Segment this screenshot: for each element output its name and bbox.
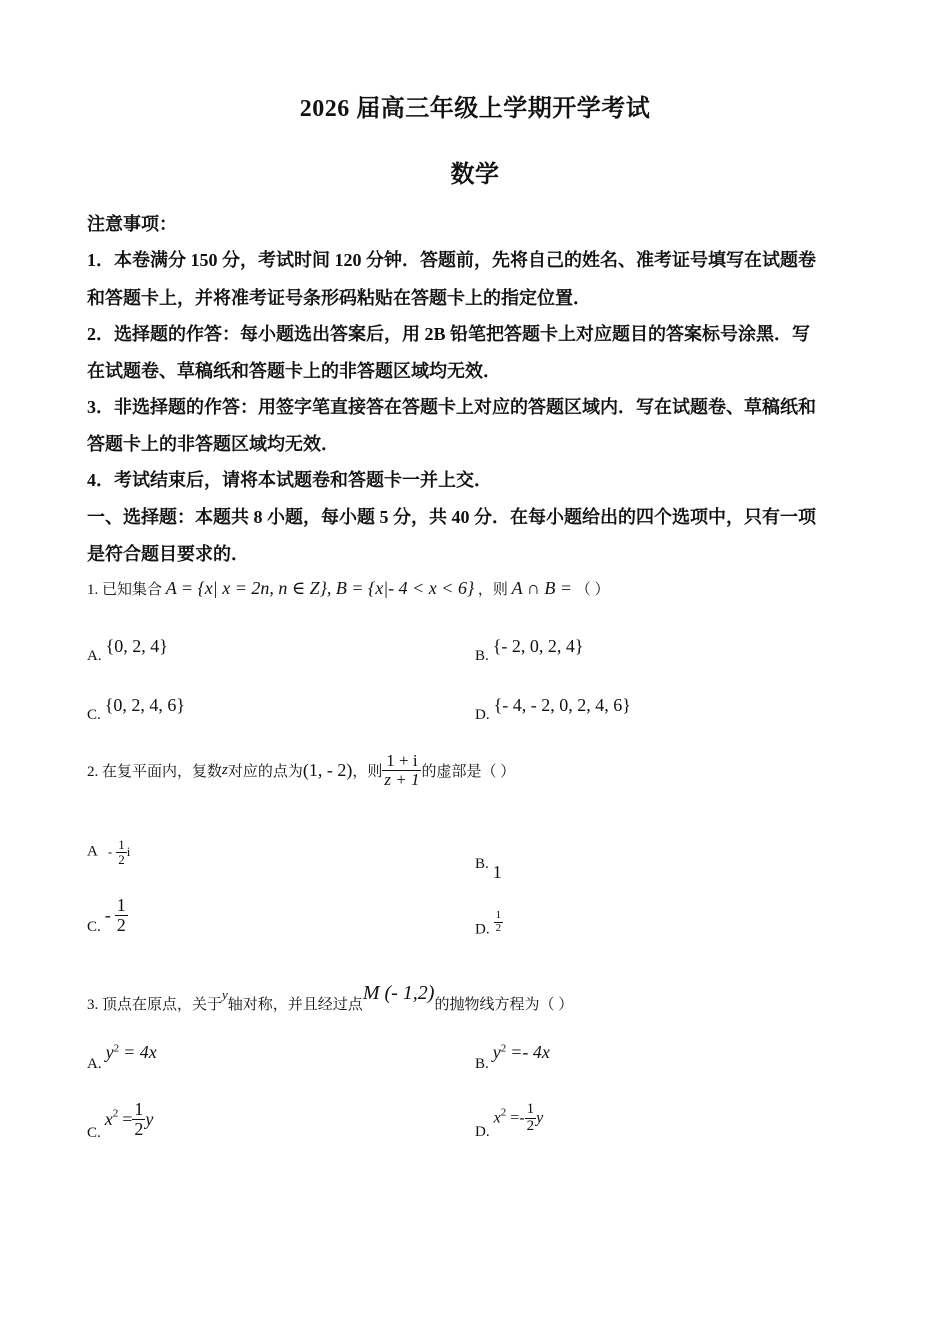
q2-option-c bbox=[87, 896, 128, 936]
option-label: B. bbox=[475, 648, 489, 664]
lhs: y bbox=[492, 1042, 501, 1062]
option-math: {- 4, - 2, 0, 2, 4, 6} bbox=[493, 695, 631, 715]
option-label: C. bbox=[87, 919, 101, 936]
lhs: x bbox=[493, 1109, 501, 1127]
fraction-denominator: 2 bbox=[526, 1117, 535, 1134]
q2-option-d bbox=[475, 910, 503, 939]
var: y bbox=[536, 1109, 544, 1127]
option-label: A. bbox=[87, 1056, 102, 1072]
notice-line: 3．非选择题的作答：用签字笔直接答在答题卡上对应的答题区域内．写在试题卷、草稿纸和 bbox=[87, 397, 816, 417]
option-label: D. bbox=[475, 707, 490, 723]
notice-line: 2．选择题的作答：每小题选出答案后，用 2B 铅笔把答题卡上对应题目的答案标号涂黑．写 bbox=[87, 324, 811, 344]
fraction-numerator: 1 bbox=[118, 837, 125, 852]
option-label: C. bbox=[87, 1125, 101, 1142]
q3-option-c bbox=[87, 1100, 153, 1142]
fraction-numerator: 1 + i bbox=[382, 752, 421, 771]
fraction-denominator: 2 bbox=[495, 921, 502, 934]
rhs: = 4x bbox=[123, 1042, 157, 1062]
q2-option-a bbox=[87, 838, 130, 866]
fraction-numerator: 1 bbox=[116, 895, 126, 915]
var: y bbox=[145, 1108, 154, 1129]
exponent: 2 bbox=[112, 1107, 119, 1120]
lhs: y bbox=[105, 1042, 114, 1062]
question-2-prefix: 2. 在复平面内，复数 bbox=[87, 763, 223, 780]
question-2 bbox=[87, 752, 515, 789]
fraction bbox=[115, 896, 128, 935]
notice-line: 4．考试结束后，请将本试题卷和答题卡一并上交． bbox=[87, 470, 492, 490]
q3-option-b bbox=[475, 1042, 550, 1073]
rhs: =- 4x bbox=[510, 1042, 550, 1062]
notice-line: 答题卡上的非答题区域均无效． bbox=[87, 434, 339, 454]
equals: =- bbox=[510, 1109, 525, 1127]
fraction bbox=[525, 1102, 537, 1135]
option-label: D. bbox=[475, 1123, 490, 1140]
question-1-prefix: 1. 已知集合 bbox=[87, 582, 163, 598]
q2-option-b bbox=[475, 852, 502, 882]
imaginary-unit: i bbox=[126, 844, 131, 860]
point-m: M (- 1,2) bbox=[362, 982, 435, 1004]
section-heading: 一、选择题：本题共 8 小题，每小题 5 分，共 40 分．在每小题给出的四个选项中，只有一项 bbox=[87, 507, 816, 527]
fraction-denominator: 2 bbox=[134, 1118, 144, 1139]
q3-option-d bbox=[475, 1102, 543, 1141]
exponent: 2 bbox=[500, 1042, 507, 1055]
fraction-denominator: z + 1 bbox=[384, 769, 420, 789]
var-z: z bbox=[222, 761, 228, 778]
minus-sign: - bbox=[104, 904, 111, 925]
notice-line: 在试题卷、草稿纸和答题卡上的非答题区域均无效． bbox=[87, 361, 501, 381]
question-3-prefix: 3. 顶点在原点，关于 bbox=[87, 997, 223, 1013]
fraction bbox=[494, 910, 504, 934]
equals: = bbox=[122, 1108, 133, 1129]
minus-sign: - bbox=[107, 844, 113, 860]
question-3 bbox=[87, 982, 573, 1014]
option-label: B. bbox=[475, 1056, 489, 1072]
question-3-suffix: 的抛物线方程为（ ） bbox=[434, 997, 574, 1013]
question-2-then: ，则 bbox=[352, 763, 383, 780]
q1-option-d bbox=[475, 695, 631, 724]
answer-paren: （ ） bbox=[575, 582, 610, 598]
fraction-numerator: 1 bbox=[526, 1101, 535, 1117]
fraction-numerator: 1 bbox=[495, 909, 502, 921]
page-title: 2026 届高三年级上学期开学考试 bbox=[299, 96, 651, 122]
section-heading: 是符合题目要求的． bbox=[87, 544, 249, 564]
q1-option-a bbox=[87, 636, 168, 665]
option-label: A bbox=[87, 843, 98, 860]
question-2-mid: 对应的点为 bbox=[227, 763, 303, 780]
lhs: x bbox=[104, 1108, 113, 1129]
option-math: 1 bbox=[492, 862, 502, 882]
question-1 bbox=[87, 578, 610, 599]
option-math: {- 2, 0, 2, 4} bbox=[492, 636, 584, 656]
intersection-expr: A ∩ B = bbox=[511, 578, 572, 598]
exponent: 2 bbox=[113, 1042, 120, 1055]
exponent: 2 bbox=[500, 1106, 507, 1119]
notice-line: 1．本卷满分 150 分，考试时间 120 分钟．答题前，先将自己的姓名、准考证号填写在试题卷 bbox=[87, 250, 816, 270]
option-label: A. bbox=[87, 648, 102, 664]
q1-option-b bbox=[475, 636, 584, 665]
question-1-mid: ，则 bbox=[477, 582, 508, 598]
var-y: y bbox=[222, 987, 228, 1002]
fraction bbox=[382, 752, 421, 789]
fraction bbox=[132, 1100, 145, 1139]
fraction-denominator: 2 bbox=[116, 914, 126, 935]
notice-line: 和答题卡上，并将准考证号条形码粘贴在答题卡上的指定位置． bbox=[87, 288, 591, 308]
question-2-suffix: 的虚部是（ ） bbox=[421, 763, 516, 780]
fraction-numerator: 1 bbox=[134, 1099, 144, 1119]
option-label: B. bbox=[475, 856, 489, 872]
set-a: A = {x| x = 2n, n ∈ Z} bbox=[165, 578, 327, 598]
option-label: D. bbox=[475, 921, 490, 938]
question-3-mid: 轴对称，并且经过点 bbox=[227, 997, 363, 1013]
option-label: C. bbox=[87, 707, 101, 723]
set-b: , B = {x|- 4 < x < 6} bbox=[326, 578, 475, 598]
option-math: {0, 2, 4} bbox=[105, 636, 168, 656]
notice-heading: 注意事项： bbox=[87, 214, 177, 234]
subject-title: 数学 bbox=[450, 162, 500, 188]
point: (1, - 2) bbox=[302, 759, 353, 780]
option-math: {0, 2, 4, 6} bbox=[104, 695, 186, 715]
q3-option-a bbox=[87, 1042, 157, 1073]
q1-option-c bbox=[87, 695, 185, 724]
fraction bbox=[116, 838, 127, 866]
fraction-denominator: 2 bbox=[118, 851, 125, 867]
